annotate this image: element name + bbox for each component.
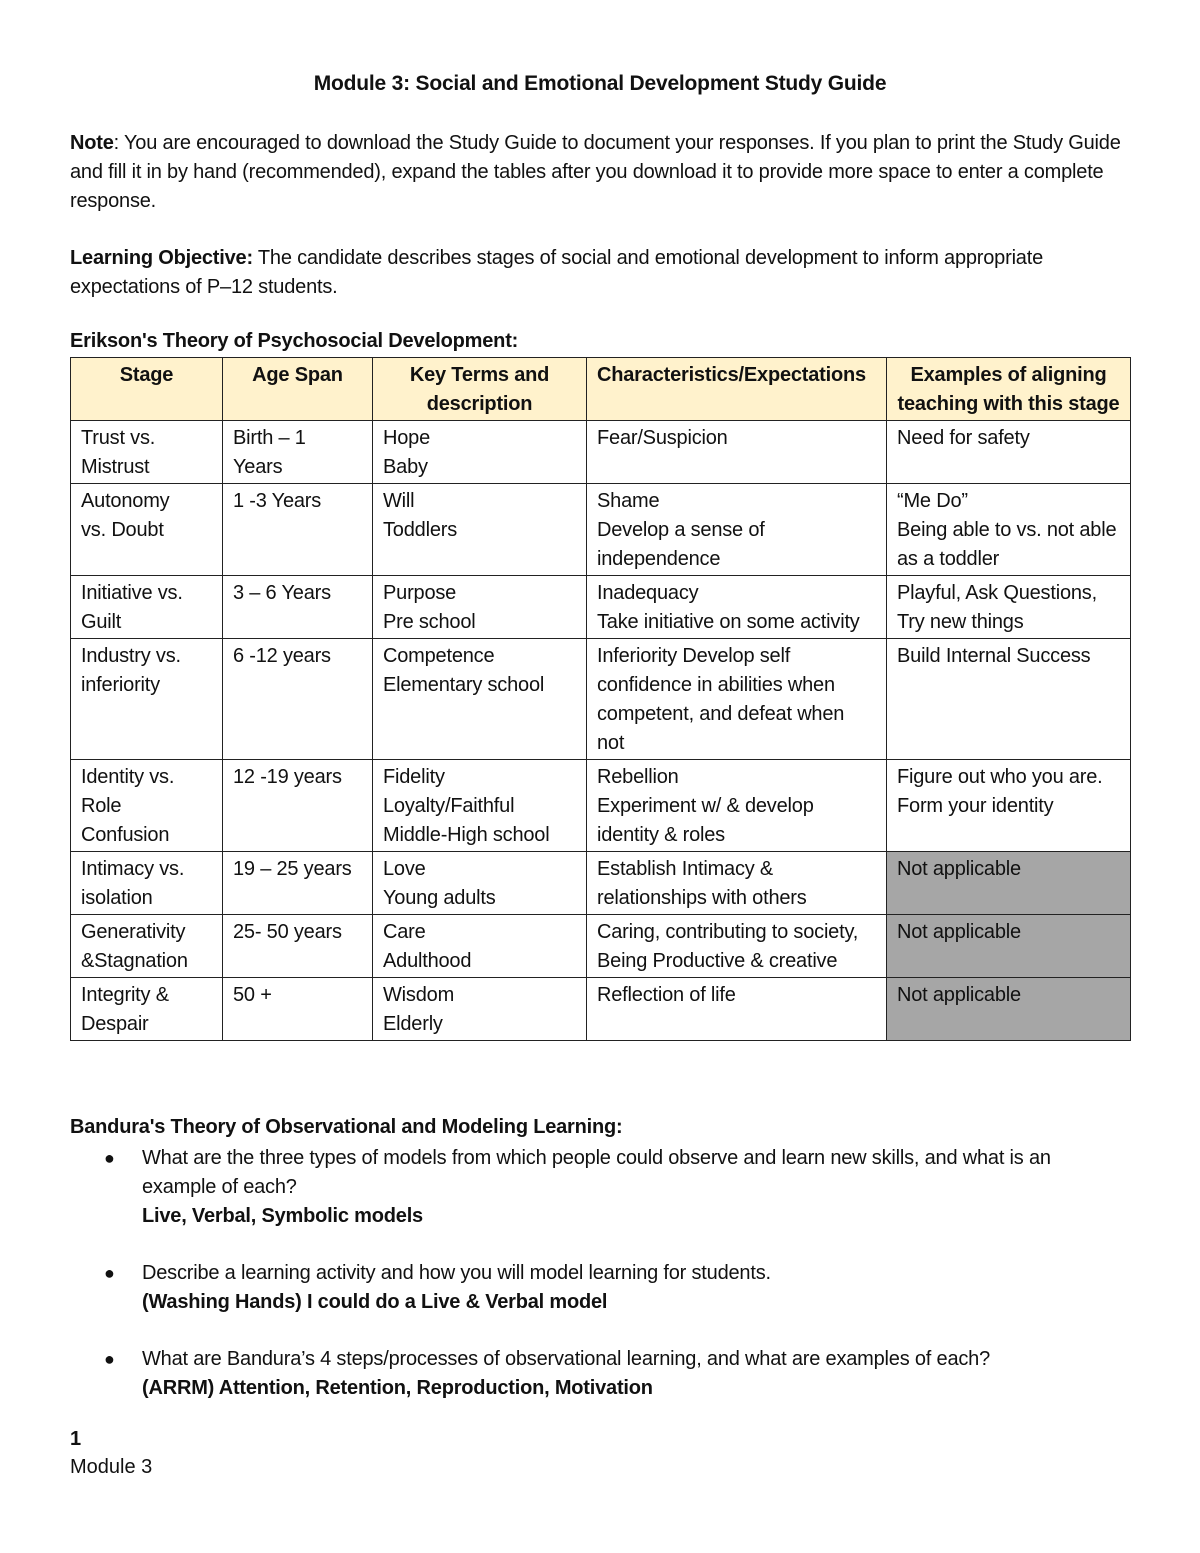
cell-stage: Trust vs. Mistrust bbox=[71, 421, 223, 484]
cell-characteristics: Establish Intimacy & relationships with others bbox=[587, 852, 887, 915]
bullet-icon: ● bbox=[104, 1349, 115, 1369]
table-row bbox=[71, 421, 1131, 484]
cell-age-span: 50 + bbox=[223, 978, 373, 1041]
bandura-question-list bbox=[70, 1144, 1130, 1431]
table-row bbox=[71, 576, 1131, 639]
cell-characteristics: Shame Develop a sense of independence bbox=[587, 484, 887, 576]
cell-key-terms: Will Toddlers bbox=[373, 484, 587, 576]
cell-characteristics: Rebellion Experiment w/ & develop identity & roles bbox=[587, 760, 887, 852]
cell-key-terms: Purpose Pre school bbox=[373, 576, 587, 639]
header-examples: Examples of aligning teaching with this stage bbox=[887, 358, 1131, 421]
cell-characteristics: Caring, contributing to society, Being Productive & creative bbox=[587, 915, 887, 978]
cell-stage: Initiative vs. Guilt bbox=[71, 576, 223, 639]
cell-characteristics: Inferiority Develop self confidence in abilities when competent, and defeat when not bbox=[587, 639, 887, 760]
cell-key-terms: Fidelity Loyalty/Faithful Middle-High school bbox=[373, 760, 587, 852]
cell-characteristics: Fear/Suspicion bbox=[587, 421, 887, 484]
cell-stage: Intimacy vs. isolation bbox=[71, 852, 223, 915]
erikson-heading: Erikson's Theory of Psychosocial Development: bbox=[70, 330, 519, 352]
cell-age-span: Birth – 1 Years bbox=[223, 421, 373, 484]
note-text: : You are encouraged to download the Study Guide to document your responses. If you plan to print the Study Guide and fill it in by hand (recommended), expand the tables after you download it to provide more space to enter a complete response. bbox=[70, 132, 1121, 212]
cell-key-terms: Love Young adults bbox=[373, 852, 587, 915]
answer-text: (Washing Hands) I could do a Live & Verbal model bbox=[142, 1291, 608, 1313]
table-body bbox=[71, 421, 1131, 1041]
learning-objective-paragraph bbox=[70, 244, 1130, 302]
table-row bbox=[71, 978, 1131, 1041]
erikson-table bbox=[70, 357, 1131, 1041]
bullet-icon: ● bbox=[104, 1148, 115, 1168]
cell-examples: Need for safety bbox=[887, 421, 1131, 484]
header-key-terms: Key Terms and description bbox=[373, 358, 587, 421]
bullet-icon: ● bbox=[104, 1263, 115, 1283]
table-row bbox=[71, 852, 1131, 915]
cell-examples: Build Internal Success bbox=[887, 639, 1131, 760]
cell-age-span: 3 – 6 Years bbox=[223, 576, 373, 639]
answer-text: Live, Verbal, Symbolic models bbox=[142, 1205, 423, 1227]
objective-text: The candidate describes stages of social and emotional development to inform appropriate expectations of P–12 students. bbox=[70, 247, 1044, 298]
answer-text: (ARRM) Attention, Retention, Reproduction, Motivation bbox=[142, 1377, 653, 1399]
cell-key-terms: Care Adulthood bbox=[373, 915, 587, 978]
cell-characteristics: Reflection of life bbox=[587, 978, 887, 1041]
footer-label: Module 3 bbox=[70, 1456, 153, 1478]
table-row bbox=[71, 760, 1131, 852]
cell-examples: Figure out who you are. Form your identity bbox=[887, 760, 1131, 852]
header-age-span: Age Span bbox=[223, 358, 373, 421]
table-header-row bbox=[71, 358, 1131, 421]
list-item bbox=[70, 1345, 1130, 1403]
note-label: Note bbox=[70, 132, 114, 154]
list-item bbox=[70, 1144, 1130, 1231]
page-title: Module 3: Social and Emotional Development Study Guide bbox=[313, 72, 887, 95]
cell-examples-not-applicable: Not applicable bbox=[887, 978, 1131, 1041]
cell-stage: Identity vs. Role Confusion bbox=[71, 760, 223, 852]
cell-key-terms: Wisdom Elderly bbox=[373, 978, 587, 1041]
cell-examples: Playful, Ask Questions, Try new things bbox=[887, 576, 1131, 639]
cell-examples-not-applicable: Not applicable bbox=[887, 915, 1131, 978]
cell-key-terms: Competence Elementary school bbox=[373, 639, 587, 760]
note-paragraph bbox=[70, 129, 1130, 216]
question-text: What are Bandura’s 4 steps/processes of observational learning, and what are examples of each? bbox=[142, 1348, 991, 1370]
cell-age-span: 19 – 25 years bbox=[223, 852, 373, 915]
cell-key-terms: Hope Baby bbox=[373, 421, 587, 484]
bandura-heading: Bandura's Theory of Observational and Modeling Learning: bbox=[70, 1116, 623, 1138]
objective-label: Learning Objective: bbox=[70, 247, 253, 269]
table-row bbox=[71, 484, 1131, 576]
header-stage: Stage bbox=[71, 358, 223, 421]
cell-stage: Autonomy vs. Doubt bbox=[71, 484, 223, 576]
cell-stage: Integrity & Despair bbox=[71, 978, 223, 1041]
page-number: 1 bbox=[70, 1428, 82, 1450]
cell-age-span: 12 -19 years bbox=[223, 760, 373, 852]
question-text: What are the three types of models from which people could observe and learn new skills, and what is an example of each? bbox=[142, 1147, 1051, 1198]
cell-age-span: 25- 50 years bbox=[223, 915, 373, 978]
cell-age-span: 1 -3 Years bbox=[223, 484, 373, 576]
cell-examples-not-applicable: Not applicable bbox=[887, 852, 1131, 915]
cell-age-span: 6 -12 years bbox=[223, 639, 373, 760]
cell-stage: Industry vs. inferiority bbox=[71, 639, 223, 760]
cell-stage: Generativity &Stagnation bbox=[71, 915, 223, 978]
header-characteristics: Characteristics/Expectations bbox=[587, 358, 887, 421]
question-text: Describe a learning activity and how you will model learning for students. bbox=[142, 1262, 771, 1284]
list-item bbox=[70, 1259, 1130, 1317]
cell-characteristics: Inadequacy Take initiative on some activity bbox=[587, 576, 887, 639]
cell-examples: “Me Do” Being able to vs. not able as a toddler bbox=[887, 484, 1131, 576]
table-row bbox=[71, 639, 1131, 760]
table-row bbox=[71, 915, 1131, 978]
